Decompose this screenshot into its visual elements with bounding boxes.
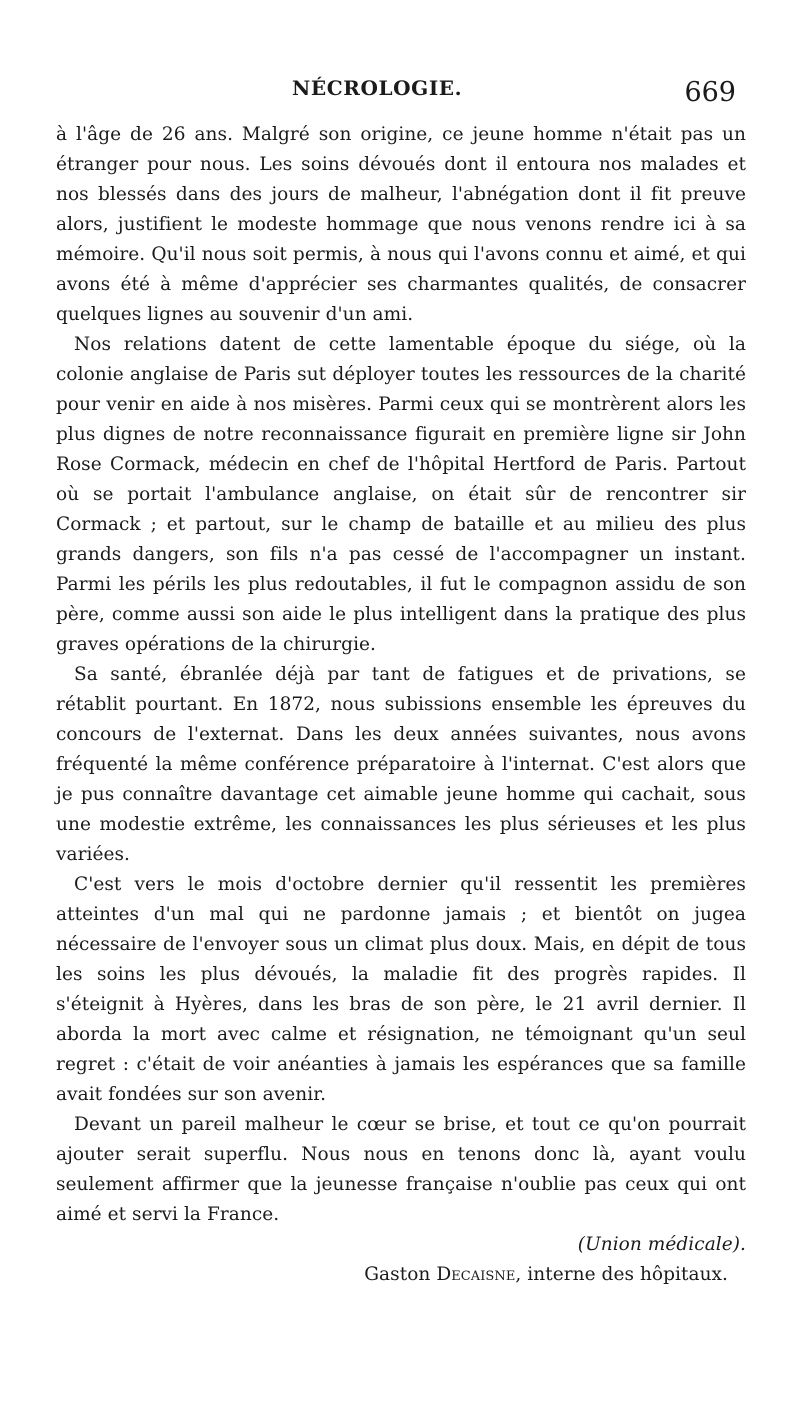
article-body (56, 120, 746, 1290)
paragraph-3: Sa santé, ébranlée déjà par tant de fatigues et de privations, se rétablit pourtant. En 1872, nous subissions ensemble les épreuves du concours de l'externat. Dans les deux années suivantes, nous avons fréquenté la même conférence préparatoire à l'internat. C'est alors que je pus connaître davantage cet aimable jeune homme qui cachait, sous une modestie extrême, les connaissances les plus sérieuses et les plus variées. (56, 664, 746, 865)
source-row (56, 1230, 746, 1260)
source-note: (Union médicale). (577, 1234, 746, 1255)
document-page (56, 76, 746, 1396)
running-head (56, 76, 746, 110)
page-number: 669 (684, 77, 736, 108)
signature-surname: Decaisne (436, 1264, 516, 1285)
signature-first-name: Gaston (364, 1264, 431, 1285)
paragraph-2: Nos relations datent de cette lamentable époque du siége, où la colonie anglaise de Paris sut déployer toutes les ressources de la charité pour venir en aide à nos misères. Parmi ceux qui se montrèrent alors les plus dignes de notre reconnaissance figurait en première ligne sir John Rose Cormack, médecin en chef de l'hôpital Hertford de Paris. Partout où se portait l'ambulance anglaise, on était sûr de rencontrer sir Cormack ; et partout, sur le champ de bataille et au milieu des plus grands dangers, son fils n'a pas cessé de l'accompagner un instant. Parmi les périls les plus redoutables, il fut le compagnon assidu de son père, comme aussi son aide le plus intelligent dans la pratique des plus graves opérations de la chirurgie. (56, 334, 746, 655)
section-title: NÉCROLOGIE. (292, 76, 463, 100)
paragraph-5: Devant un pareil malheur le cœur se brise, et tout ce qu'on pourrait ajouter serait superflu. Nous nous en tenons donc là, ayant voulu seulement affirmer que la jeunesse française n'oublie pas ceux qui ont aimé et servi la France. (56, 1114, 746, 1225)
paragraph-4: C'est vers le mois d'octobre dernier qu'il ressentit les premières atteintes d'un mal qui ne pardonne jamais ; et bientôt on jugea nécessaire de l'envoyer sous un climat plus doux. Mais, en dépit de tous les soins les plus dévoués, la maladie fit des progrès rapides. Il s'éteignit à Hyères, dans les bras de son père, le 21 avril dernier. Il aborda la mort avec calme et résignation, ne témoignant qu'un seul regret : c'était de voir anéanties à jamais les espérances que sa famille avait fondées sur son avenir. (56, 874, 746, 1105)
signature-role: , interne des hôpitaux. (515, 1264, 728, 1285)
signature (56, 1260, 728, 1290)
paragraph-1: à l'âge de 26 ans. Malgré son origine, ce jeune homme n'était pas un étranger pour nous. Les soins dévoués dont il entoura nos malades et nos blessés dans des jours de malheur, l'abnégation dont il fit preuve alors, justifient le modeste hommage que nous venons rendre ici à sa mémoire. Qu'il nous soit permis, à nous qui l'avons connu et aimé, et qui avons été à même d'apprécier ses charmantes qualités, de consacrer quelques lignes au souvenir d'un ami. (56, 124, 746, 325)
